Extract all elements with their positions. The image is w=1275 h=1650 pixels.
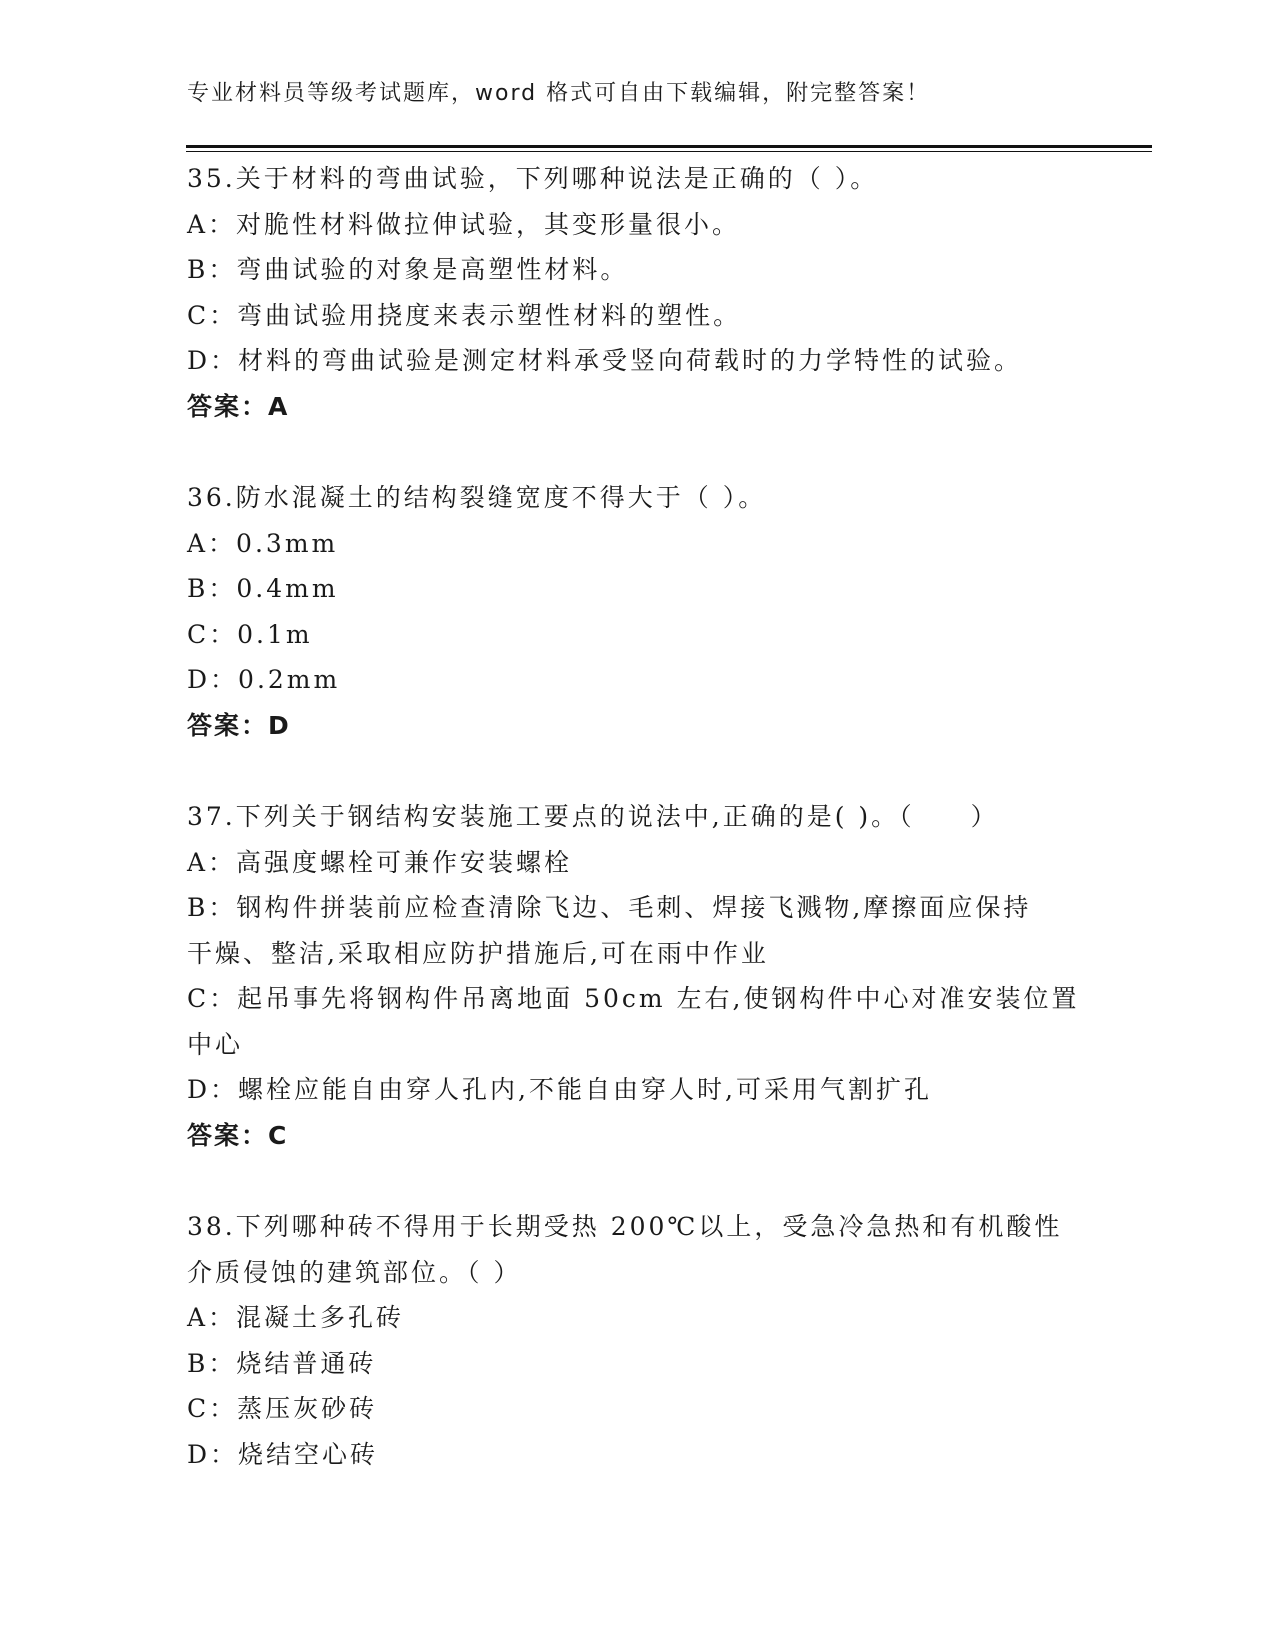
question-stem: 37.下列关于钢结构安装施工要点的说法中,正确的是( )。（ ） [187,802,999,831]
option-line: A：对脆性材料做拉伸试验，其变形量很小。 [187,209,741,239]
page-header: 专业材料员等级考试题库，word 格式可自由下载编辑，附完整答案！ [187,81,931,106]
option-line: C：蒸压灰砂砖 [187,1394,378,1423]
option-line: C：0.1m [187,619,313,649]
question-list [187,156,1087,1523]
question-block [187,1204,1087,1477]
question-block [187,475,1087,748]
option-line: B：烧结普通砖 [187,1348,377,1378]
question-stem: 36.防水混凝土的结构裂缝宽度不得大于（ ）。 [187,483,767,512]
option-line: C：起吊事先将钢构件吊离地面 50cm 左右,使钢构件中心对准安装位置 [187,984,1080,1013]
option-line: D：0.2mm [187,665,341,694]
option-line: B：0.4mm [187,574,339,603]
option-line: D：烧结空心砖 [187,1439,379,1469]
option-line: B：钢构件拼装前应检查清除飞边、毛刺、焊接飞溅物,摩擦面应保持 [187,893,1032,922]
option-line: 干燥、整洁,采取相应防护措施后,可在雨中作业 [187,938,769,968]
answer-line: 答案：D [187,710,291,740]
option-line: D：材料的弯曲试验是测定材料承受竖向荷载时的力学特性的试验。 [187,346,1023,375]
question-stem: 38.下列哪种砖不得用于长期受热 200℃以上，受急冷急热和有机酸性 [187,1212,1063,1241]
option-line: 中心 [187,1029,244,1059]
option-line: A：混凝土多孔砖 [187,1303,405,1332]
option-line: B：弯曲试验的对象是高塑性材料。 [187,255,629,284]
option-line: A：高强度螺栓可兼作安装螺栓 [187,847,573,877]
answer-line: 答案：A [187,391,290,421]
question-stem: 介质侵蚀的建筑部位。（ ） [187,1257,522,1287]
question-block [187,156,1087,429]
header-divider-thin [186,151,1152,152]
option-line: A：0.3mm [187,528,339,558]
answer-line: 答案：C [187,1120,289,1150]
header-divider-thick [186,145,1152,148]
question-stem: 35.关于材料的弯曲试验，下列哪种说法是正确的（ ）。 [187,164,879,193]
option-line: D：螺栓应能自由穿人孔内,不能自由穿人时,可采用气割扩孔 [187,1075,932,1104]
question-block [187,794,1087,1158]
option-line: C：弯曲试验用挠度来表示塑性材料的塑性。 [187,300,742,330]
